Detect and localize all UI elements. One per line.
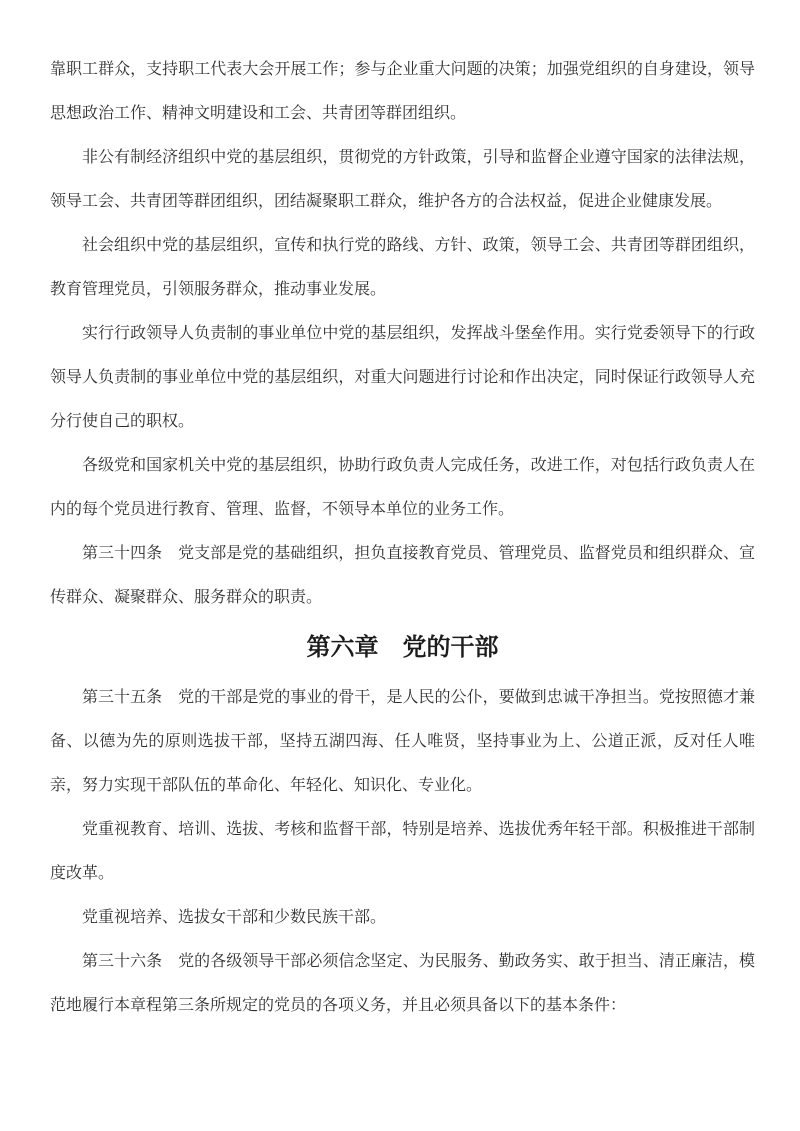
article-35-paragraph: 第三十五条 党的干部是党的事业的骨干，是人民的公仆，要做到忠诚干净担当。党按照德才兼备、以德为先的原则选拔干部，坚持五湖四海、任人唯贤，坚持事业为上、公道正派，反对任人唯亲，努力实现干部队伍的革命化、年轻化、知识化、专业化。 (50, 689, 755, 794)
article-36-paragraph: 第三十六条 党的各级领导干部必须信念坚定、为民服务、勤政务实、敢于担当、清正廉洁，模范地履行本章程第三条所规定的党员的各项义务，并且必须具备以下的基本条件： (50, 953, 755, 1014)
body-paragraph: 实行行政领导人负责制的事业单位中党的基层组织，发挥战斗堡垒作用。实行党委领导下的行政领导人负责制的事业单位中党的基层组织，对重大问题进行讨论和作出决定，同时保证行政领导人充分行使自己的职权。 (50, 325, 755, 430)
article-34-paragraph: 第三十四条 党支部是党的基础组织，担负直接教育党员、管理党员、监督党员和组织群众、宣传群众、凝聚群众、服务群众的职责。 (50, 545, 755, 606)
body-paragraph: 各级党和国家机关中党的基层组织，协助行政负责人完成任务，改进工作，对包括行政负责人在内的每个党员进行教育、管理、监督，不领导本单位的业务工作。 (50, 457, 755, 518)
body-paragraph: 非公有制经济组织中党的基层组织，贯彻党的方针政策，引导和监督企业遵守国家的法律法规，领导工会、共青团等群团组织，团结凝聚职工群众，维护各方的合法权益，促进企业健康发展。 (50, 149, 755, 210)
body-paragraph: 社会组织中党的基层组织，宣传和执行党的路线、方针、政策，领导工会、共青团等群团组织，教育管理党员，引领服务群众，推动事业发展。 (50, 237, 755, 298)
document-body (50, 48, 755, 1028)
body-paragraph: 靠职工群众，支持职工代表大会开展工作；参与企业重大问题的决策；加强党组织的自身建设，领导思想政治工作、精神文明建设和工会、共青团等群团组织。 (50, 61, 755, 122)
chapter-heading: 第六章 党的干部 (306, 635, 499, 661)
body-paragraph: 党重视培养、选拔女干部和少数民族干部。 (82, 909, 387, 926)
body-paragraph: 党重视教育、培训、选拔、考核和监督干部，特别是培养、选拔优秀年轻干部。积极推进干部制度改革。 (50, 821, 755, 882)
